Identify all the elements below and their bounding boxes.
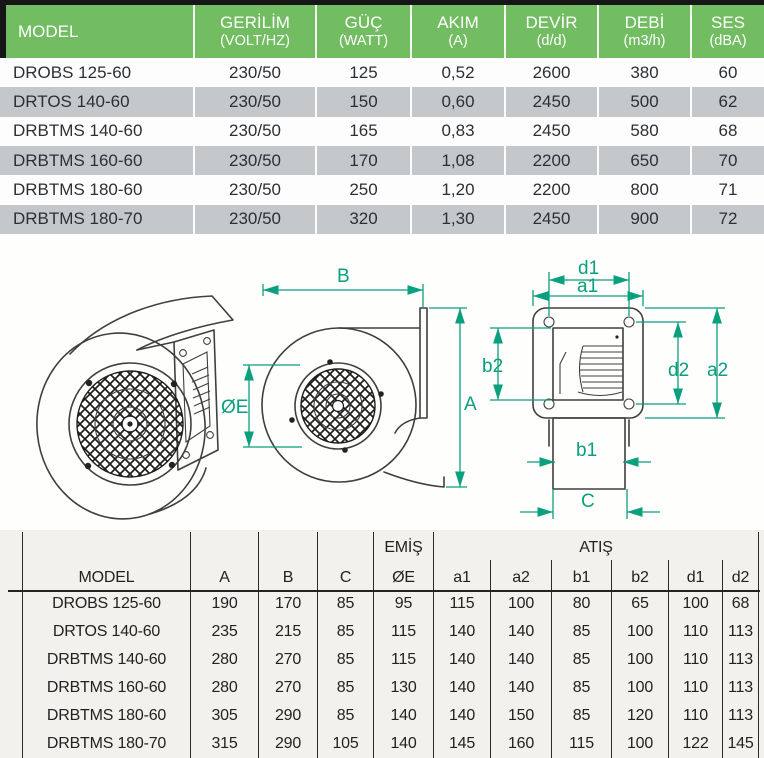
model-cell: DROBS 125-60 <box>13 62 132 82</box>
column-header-cell: a1 <box>433 560 490 590</box>
value-cell: 80 <box>551 590 611 618</box>
value-cell: 140 <box>433 702 490 730</box>
iso-view <box>28 296 233 527</box>
value-cell: 100 <box>490 590 551 618</box>
column-header-cell: a2 <box>490 560 551 590</box>
value-cell: 60 <box>690 58 764 87</box>
model-cell: DRBTMS 180-60 <box>22 702 190 730</box>
value-cell: 140 <box>490 618 551 646</box>
value-cell: 110 <box>668 646 722 674</box>
blank-cell <box>258 532 317 560</box>
value-cell: 150 <box>490 702 551 730</box>
spec-table-row <box>0 175 764 204</box>
spec-table-row <box>0 58 764 87</box>
dim-label-d2: d2 <box>668 360 690 381</box>
value-cell: 320 <box>315 205 410 234</box>
dimension-table-row <box>22 730 759 758</box>
value-cell: 145 <box>722 730 759 758</box>
value-cell: 115 <box>373 618 433 646</box>
value-cell: 230/50 <box>193 58 315 87</box>
value-cell: 110 <box>668 618 722 646</box>
header-model <box>0 5 193 58</box>
value-cell: 95 <box>373 590 433 618</box>
spec-table-body <box>0 58 764 234</box>
spec-table-header <box>0 0 764 58</box>
column-header-cell: b1 <box>551 560 611 590</box>
value-cell: 85 <box>317 674 373 702</box>
value-cell: 1,20 <box>410 175 504 204</box>
header-gerilim <box>193 5 315 58</box>
column-header-cell: A <box>190 560 258 590</box>
value-cell: 0,52 <box>410 58 504 87</box>
header-label: DEBİ <box>624 12 665 32</box>
value-cell: 140 <box>433 674 490 702</box>
header-guc <box>315 5 410 58</box>
group-header-emis: EMİŞ <box>373 532 433 560</box>
value-cell: 160 <box>490 730 551 758</box>
dim-label-b: B <box>337 266 350 287</box>
value-cell: 113 <box>722 618 759 646</box>
value-cell: 165 <box>315 117 410 146</box>
value-cell: 85 <box>317 590 373 618</box>
header-label: AKIM <box>437 12 479 32</box>
spec-table-row <box>0 146 764 175</box>
header-devir <box>504 5 597 58</box>
model-cell: DRBTMS 140-60 <box>13 121 143 141</box>
value-cell: 68 <box>690 117 764 146</box>
dimension-table-column-header <box>22 560 759 590</box>
value-cell: 85 <box>317 702 373 730</box>
value-cell: 140 <box>373 702 433 730</box>
value-cell: 140 <box>490 646 551 674</box>
model-cell: DRBTMS 160-60 <box>13 150 143 170</box>
model-cell: DROBS 125-60 <box>22 590 190 618</box>
value-cell: 305 <box>190 702 258 730</box>
value-cell: 0,83 <box>410 117 504 146</box>
value-cell: 140 <box>373 730 433 758</box>
value-cell: 85 <box>551 646 611 674</box>
header-debi <box>597 5 690 58</box>
model-cell: DRBTMS 180-60 <box>13 179 143 199</box>
column-header-cell: d2 <box>722 560 759 590</box>
group-header-atis: ATIŞ <box>433 532 759 560</box>
value-cell: 100 <box>668 590 722 618</box>
value-cell: 1,30 <box>410 205 504 234</box>
dim-label-b2: b2 <box>482 356 504 377</box>
model-cell: DRTOS 140-60 <box>22 618 190 646</box>
value-cell: 280 <box>190 674 258 702</box>
back-view <box>482 258 728 519</box>
value-cell: 250 <box>315 175 410 204</box>
value-cell: 650 <box>597 146 690 175</box>
column-header-cell: b2 <box>611 560 668 590</box>
value-cell: 290 <box>258 702 317 730</box>
value-cell: 290 <box>258 730 317 758</box>
value-cell: 170 <box>258 590 317 618</box>
value-cell: 140 <box>433 618 490 646</box>
value-cell: 100 <box>611 618 668 646</box>
value-cell: 230/50 <box>193 117 315 146</box>
header-sublabel: (VOLT/HZ) <box>220 32 290 49</box>
header-label: DEVİR <box>525 12 578 32</box>
model-cell: DRBTMS 180-70 <box>13 209 143 229</box>
dimension-table-body <box>22 590 759 758</box>
dimension-table-row <box>22 702 759 730</box>
value-cell: 110 <box>668 702 722 730</box>
header-sublabel: (d/d) <box>536 32 567 49</box>
value-cell: 115 <box>433 590 490 618</box>
blank-cell <box>190 532 258 560</box>
spec-table <box>0 0 764 234</box>
value-cell: 2600 <box>504 58 597 87</box>
value-cell: 580 <box>597 117 690 146</box>
value-cell: 900 <box>597 205 690 234</box>
column-header-cell: ØE <box>373 560 433 590</box>
blank-cell <box>22 532 190 560</box>
dimension-table <box>0 530 764 758</box>
value-cell: 110 <box>668 674 722 702</box>
dim-label-a1: a1 <box>577 276 599 297</box>
value-cell: 315 <box>190 730 258 758</box>
value-cell: 72 <box>690 205 764 234</box>
value-cell: 100 <box>611 646 668 674</box>
model-cell: DRBTMS 160-60 <box>22 674 190 702</box>
value-cell: 230/50 <box>193 146 315 175</box>
value-cell: 85 <box>317 646 373 674</box>
value-cell: 1,08 <box>410 146 504 175</box>
value-cell: 2200 <box>504 175 597 204</box>
spec-table-row <box>0 205 764 234</box>
dimension-table-row <box>22 646 759 674</box>
value-cell: 140 <box>490 674 551 702</box>
model-cell: DRBTMS 140-60 <box>22 646 190 674</box>
header-label: SES <box>710 12 746 32</box>
header-sublabel: (m3/h) <box>623 32 666 49</box>
value-cell: 270 <box>258 674 317 702</box>
value-cell: 70 <box>690 146 764 175</box>
blank-cell <box>317 532 373 560</box>
header-sublabel: (A) <box>448 32 468 49</box>
value-cell: 115 <box>373 646 433 674</box>
header-akim <box>410 5 504 58</box>
value-cell: 190 <box>190 590 258 618</box>
dim-label-oe: ØE <box>221 397 249 418</box>
value-cell: 235 <box>190 618 258 646</box>
value-cell: 2450 <box>504 87 597 116</box>
value-cell: 62 <box>690 87 764 116</box>
value-cell: 2200 <box>504 146 597 175</box>
value-cell: 113 <box>722 702 759 730</box>
value-cell: 105 <box>317 730 373 758</box>
value-cell: 230/50 <box>193 205 315 234</box>
value-cell: 270 <box>258 646 317 674</box>
value-cell: 500 <box>597 87 690 116</box>
column-header-cell: C <box>317 560 373 590</box>
value-cell: 280 <box>190 646 258 674</box>
value-cell: 170 <box>315 146 410 175</box>
header-label: MODEL <box>18 22 79 41</box>
model-cell: DRBTMS 180-70 <box>22 730 190 758</box>
value-cell: 215 <box>258 618 317 646</box>
dimension-table-grid <box>22 532 759 758</box>
header-label: GÜÇ <box>344 12 383 32</box>
value-cell: 65 <box>611 590 668 618</box>
value-cell: 230/50 <box>193 87 315 116</box>
value-cell: 130 <box>373 674 433 702</box>
column-header-cell: d1 <box>668 560 722 590</box>
value-cell: 140 <box>433 646 490 674</box>
value-cell: 85 <box>317 618 373 646</box>
value-cell: 85 <box>551 674 611 702</box>
spec-table-row <box>0 117 764 146</box>
dim-label-d1: d1 <box>578 258 600 279</box>
column-header-cell: B <box>258 560 317 590</box>
dimension-table-row <box>22 674 759 702</box>
dimension-table-row <box>22 590 759 618</box>
header-sublabel: (WATT) <box>338 32 389 49</box>
value-cell: 0,60 <box>410 87 504 116</box>
value-cell: 115 <box>551 730 611 758</box>
value-cell: 113 <box>722 674 759 702</box>
value-cell: 100 <box>611 730 668 758</box>
dimension-table-row <box>22 618 759 646</box>
value-cell: 2450 <box>504 205 597 234</box>
value-cell: 68 <box>722 590 759 618</box>
value-cell: 230/50 <box>193 175 315 204</box>
dim-label-a2: a2 <box>707 360 729 381</box>
value-cell: 2450 <box>504 117 597 146</box>
dim-label-a: A <box>464 394 477 415</box>
value-cell: 150 <box>315 87 410 116</box>
value-cell: 120 <box>611 702 668 730</box>
technical-drawing <box>0 234 764 530</box>
dim-label-c: C <box>581 491 595 512</box>
value-cell: 122 <box>668 730 722 758</box>
dimension-table-group-header <box>22 532 759 560</box>
value-cell: 380 <box>597 58 690 87</box>
value-cell: 71 <box>690 175 764 204</box>
value-cell: 800 <box>597 175 690 204</box>
header-divider <box>8 590 760 592</box>
value-cell: 125 <box>315 58 410 87</box>
side-view <box>221 266 477 487</box>
spec-table-row <box>0 87 764 116</box>
header-ses <box>690 5 764 58</box>
value-cell: 145 <box>433 730 490 758</box>
header-sublabel: (dBA) <box>709 32 747 49</box>
value-cell: 100 <box>611 674 668 702</box>
value-cell: 113 <box>722 646 759 674</box>
dim-label-b1: b1 <box>576 440 598 461</box>
value-cell: 85 <box>551 618 611 646</box>
header-label: GERİLİM <box>220 12 290 32</box>
column-header-cell: MODEL <box>22 560 190 590</box>
model-cell: DRTOS 140-60 <box>13 91 130 111</box>
value-cell: 85 <box>551 702 611 730</box>
